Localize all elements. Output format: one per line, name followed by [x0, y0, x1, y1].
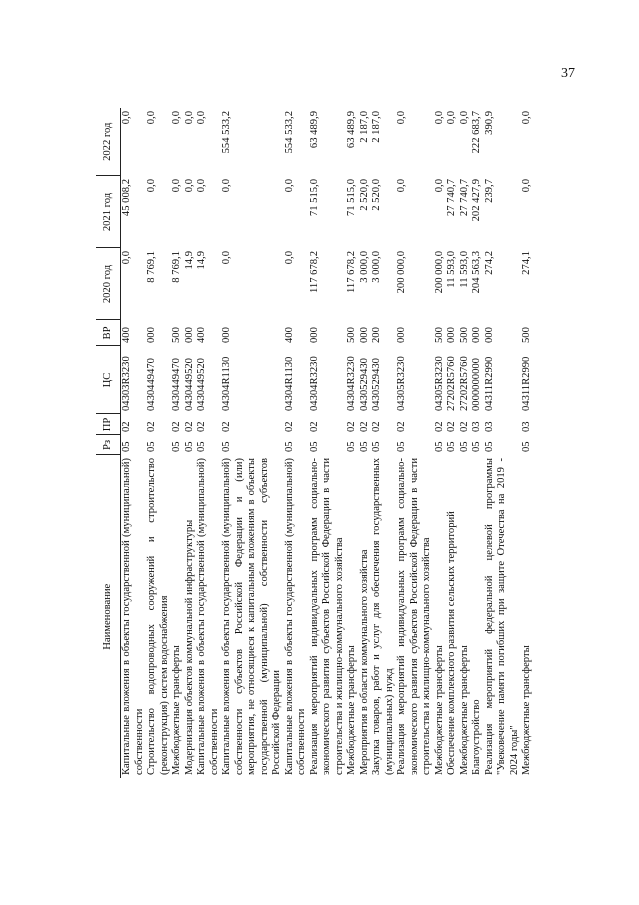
cell-rz: 05 [458, 441, 470, 452]
cell-2021: 0,0 [146, 179, 157, 193]
cell-2021: 202 427,9 [471, 179, 482, 222]
header-2021: 2021 год [96, 176, 121, 248]
table-row [434, 108, 447, 778]
cell-2020: 0,0 [283, 251, 295, 265]
cell-rz: 05 [183, 441, 195, 452]
cell-2021: 0,0 [183, 179, 195, 193]
table-row [471, 108, 484, 778]
cell-name: Мероприятия в области коммунального хозяйства [358, 549, 370, 775]
cell-cs: 0430449470 [146, 358, 157, 411]
cell-name: Модернизация объектов коммунальной инфраструктуры [183, 519, 195, 775]
table-header [96, 108, 121, 778]
cell-pr: 02 [446, 421, 457, 432]
cell-pr: 03 [483, 421, 495, 432]
cell-2022: 0,0 [433, 111, 445, 125]
cell-vr: 000 [396, 327, 407, 343]
budget-table-rotated [96, 108, 586, 778]
header-vr: ВР [96, 320, 121, 346]
table-row [284, 108, 309, 778]
table-row [309, 108, 347, 778]
cell-2021: 0,0 [196, 179, 207, 193]
cell-rz: 05 [121, 441, 132, 452]
table-body [121, 108, 534, 778]
cell-2022: 0,0 [458, 111, 470, 125]
cell-2022: 0,0 [196, 111, 207, 125]
cell-pr: 02 [433, 421, 445, 432]
cell-2020: 204 563,3 [471, 251, 482, 294]
cell-pr: 02 [121, 421, 132, 432]
cell-pr: 02 [171, 421, 182, 432]
cell-2021: 0,0 [433, 179, 445, 193]
table-row [196, 108, 221, 778]
cell-2020: 11 593,0 [458, 251, 470, 288]
cell-2021: 0,0 [171, 179, 182, 193]
cell-pr: 03 [471, 421, 482, 432]
cell-vr: 500 [458, 327, 470, 343]
cell-2022: 63 489,9 [346, 111, 357, 149]
cell-cs: 0430529430 [358, 358, 370, 411]
cell-name: Обеспечение комплексного развития сельских территорий [446, 511, 457, 775]
cell-pr: 02 [183, 421, 195, 432]
cell-vr: 500 [346, 327, 357, 343]
cell-vr: 500 [171, 327, 182, 343]
cell-2020: 0,0 [221, 251, 232, 265]
cell-rz: 05 [308, 441, 320, 452]
cell-cs: 04305R3230 [433, 356, 445, 411]
cell-pr: 02 [283, 421, 295, 432]
cell-pr: 02 [308, 421, 320, 432]
cell-2020: 274,1 [521, 251, 532, 275]
header-rz: Рз [96, 435, 121, 455]
cell-2020: 0,0 [121, 251, 132, 265]
cell-cs: 27202R5760 [458, 356, 470, 411]
cell-cs: 04304R3230 [308, 356, 320, 411]
cell-2022: 0,0 [171, 111, 182, 125]
cell-rz: 05 [171, 441, 182, 452]
cell-cs: 04311R2990 [521, 356, 532, 411]
cell-vr: 400 [196, 327, 207, 343]
cell-name: Реализация мероприятий индивидуальных программ социально-экономического развития субъектов Российской Федерации в части строительства и жилищно-коммунального хозяйства [396, 458, 432, 775]
cell-cs: 04303R3230 [121, 356, 132, 411]
cell-pr: 03 [521, 421, 532, 432]
cell-vr: 000 [358, 327, 370, 343]
table-row [184, 108, 197, 778]
cell-pr: 02 [458, 421, 470, 432]
cell-2020: 117 678,2 [308, 251, 320, 293]
cell-vr: 000 [221, 327, 232, 343]
cell-2022: 390,9 [483, 111, 495, 135]
cell-2022: 0,0 [396, 111, 407, 125]
cell-2021: 0,0 [221, 179, 232, 193]
table-row [171, 108, 184, 778]
cell-2020: 8 769,1 [146, 251, 157, 283]
header-pr: ПР [96, 414, 121, 435]
cell-name: Реализация мероприятий индивидуальных программ социально-экономического развития субъектов Российской Федерации в части строительства и жилищно-коммунального хозяйства [308, 458, 345, 775]
cell-name: Межбюджетные трансферты [171, 645, 182, 775]
cell-cs: 04304R3230 [346, 356, 357, 411]
budget-table [96, 108, 534, 778]
cell-2022: 0,0 [121, 111, 132, 125]
table-row [521, 108, 534, 778]
cell-pr: 02 [196, 421, 207, 432]
cell-2020: 200 000,0 [433, 251, 445, 294]
cell-2021: 27 740,7 [446, 179, 457, 217]
cell-rz: 05 [196, 441, 207, 452]
cell-cs: 04304R1130 [221, 356, 232, 411]
cell-vr: 000 [146, 327, 157, 343]
cell-cs: 0430529430 [371, 358, 382, 411]
table-row [459, 108, 472, 778]
cell-name: Строительство водопроводных сооружений и строительство (реконструкция) систем водоснабжения [146, 458, 170, 775]
cell-name: Благоустройство [471, 699, 482, 775]
cell-cs: 0430449520 [183, 358, 195, 411]
cell-pr: 02 [221, 421, 232, 432]
cell-2022: 554 533,2 [283, 111, 295, 154]
cell-2020: 8 769,1 [171, 251, 182, 283]
cell-pr: 02 [371, 421, 382, 432]
cell-2022: 0,0 [521, 111, 532, 125]
cell-2021: 45 008,2 [121, 179, 132, 217]
cell-rz: 05 [521, 441, 532, 452]
table-row [359, 108, 372, 778]
cell-name: Межбюджетные трансферты [521, 645, 532, 775]
cell-rz: 05 [221, 441, 232, 452]
cell-2021: 27 740,7 [458, 179, 470, 217]
header-2020: 2020 год [96, 248, 121, 320]
cell-2022: 222 683,7 [471, 111, 482, 154]
cell-name: Капитальные вложения в объекты государственной (муниципальной) собственности [283, 458, 307, 775]
cell-rz: 05 [346, 441, 357, 452]
cell-vr: 000 [471, 327, 482, 343]
cell-vr: 000 [183, 327, 195, 343]
cell-2022: 0,0 [446, 111, 457, 125]
cell-name: Межбюджетные трансферты [458, 645, 470, 775]
cell-2022: 2 187,0 [371, 111, 382, 143]
cell-2020: 200 000,0 [396, 251, 407, 294]
cell-2021: 2 520,0 [371, 179, 382, 211]
cell-rz: 05 [396, 441, 407, 452]
cell-2021: 0,0 [396, 179, 407, 193]
cell-rz: 05 [358, 441, 370, 452]
cell-name: Капитальные вложения в объекты государственной (муниципальной) собственности субъектов Российской Федерации и (или) мероприятия, не относящиеся к капитальным вложениям в объекты государственной (муниципальной) собственности субъектов Российской Федерации [221, 458, 282, 775]
cell-rz: 05 [371, 441, 382, 452]
cell-rz: 05 [283, 441, 295, 452]
cell-rz: 05 [446, 441, 457, 452]
page-number: 37 [561, 66, 575, 81]
table-row [396, 108, 434, 778]
table-row [446, 108, 459, 778]
cell-cs: 04304R1130 [283, 356, 295, 411]
cell-2020: 11 593,0 [446, 251, 457, 288]
header-cs: ЦС [96, 346, 121, 414]
cell-cs: 0430449470 [171, 358, 182, 411]
table-row [484, 108, 522, 778]
cell-cs: 04311R2990 [483, 356, 495, 411]
cell-cs: 04305R3230 [396, 356, 407, 411]
cell-pr: 02 [146, 421, 157, 432]
cell-cs: 27202R5760 [446, 356, 457, 411]
cell-vr: 500 [433, 327, 445, 343]
cell-2021: 0,0 [521, 179, 532, 193]
cell-2020: 3 000,0 [358, 251, 370, 283]
cell-vr: 000 [308, 327, 320, 343]
cell-2021: 71 515,0 [346, 179, 357, 217]
header-2022: 2022 год [96, 108, 121, 176]
cell-name: Реализация мероприятий федеральной целевой программы "Увековечение памяти погибших при защите Отечества на 2019 - 2024 годы" [483, 458, 520, 775]
cell-name: Межбюджетные трансферты [433, 645, 445, 775]
cell-vr: 500 [521, 327, 532, 343]
cell-2020: 14,9 [183, 251, 195, 270]
cell-2022: 2 187,0 [358, 111, 370, 143]
cell-vr: 200 [371, 327, 382, 343]
cell-2020: 14,9 [196, 251, 207, 270]
cell-cs: 0000000000 [471, 358, 482, 411]
cell-name: Капитальные вложения в объекты государственной (муниципальной) собственности [121, 458, 145, 775]
cell-2020: 274,2 [483, 251, 495, 275]
table-row [146, 108, 171, 778]
cell-2021: 71 515,0 [308, 179, 320, 217]
table-row [371, 108, 396, 778]
cell-2022: 554 533,2 [221, 111, 232, 154]
cell-rz: 05 [146, 441, 157, 452]
cell-2022: 0,0 [183, 111, 195, 125]
table-row [221, 108, 284, 778]
cell-name: Закупка товаров, работ и услуг для обеспечения государственных (муниципальных) нужд [371, 458, 395, 775]
cell-pr: 02 [358, 421, 370, 432]
cell-2021: 0,0 [283, 179, 295, 193]
cell-name: Межбюджетные трансферты [346, 645, 357, 775]
header-name: Наименование [96, 455, 121, 778]
cell-vr: 000 [483, 327, 495, 343]
table-row [346, 108, 359, 778]
table-row [121, 108, 147, 778]
cell-rz: 05 [433, 441, 445, 452]
cell-2021: 2 520,0 [358, 179, 370, 211]
cell-rz: 05 [471, 441, 482, 452]
cell-vr: 400 [283, 327, 295, 343]
cell-pr: 02 [396, 421, 407, 432]
cell-name: Капитальные вложения в объекты государственной (муниципальной) собственности [196, 458, 220, 775]
cell-vr: 000 [446, 327, 457, 343]
cell-cs: 0430449520 [196, 358, 207, 411]
cell-2022: 0,0 [146, 111, 157, 125]
cell-2021: 239,7 [483, 179, 495, 203]
cell-vr: 400 [121, 327, 132, 343]
cell-pr: 02 [346, 421, 357, 432]
cell-2020: 3 000,0 [371, 251, 382, 283]
cell-2020: 117 678,2 [346, 251, 357, 293]
cell-2022: 63 489,9 [308, 111, 320, 149]
cell-rz: 05 [483, 441, 495, 452]
